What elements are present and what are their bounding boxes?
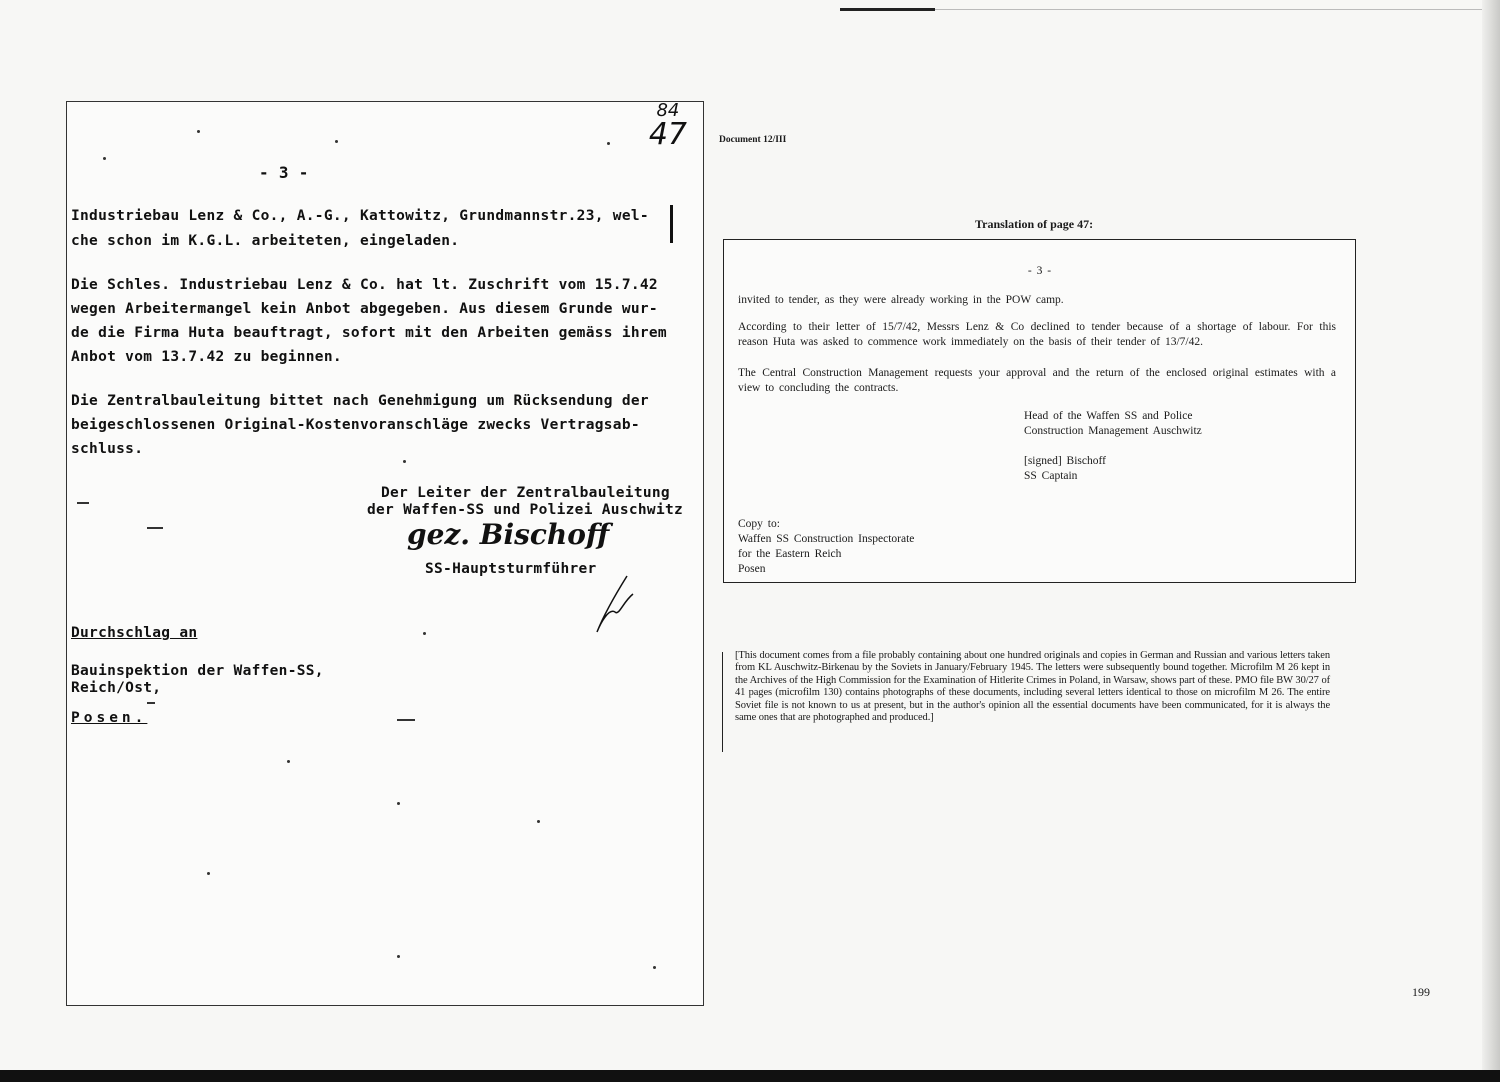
scan-line: schluss. bbox=[71, 441, 144, 457]
scan-line: wegen Arbeitermangel kein Anbot abgegeben. Aus diesem Grunde wur- bbox=[71, 301, 658, 317]
scan-line: Bauinspektion der Waffen-SS, bbox=[71, 663, 324, 679]
scan-page-marker: - 3 - bbox=[259, 163, 309, 182]
page-edge-shadow bbox=[1482, 0, 1500, 1082]
scan-speck bbox=[403, 460, 406, 463]
top-rule bbox=[840, 8, 935, 11]
copy-line: Waffen SS Construction Inspectorate bbox=[738, 533, 915, 545]
scanned-original-document bbox=[66, 101, 704, 1006]
scan-speck bbox=[335, 140, 338, 143]
bottom-band bbox=[0, 1070, 1500, 1082]
scan-speck bbox=[207, 872, 210, 875]
folio-main: 47 bbox=[648, 117, 687, 152]
scan-line: Die Zentralbauleitung bittet nach Genehmigung um Rücksendung der bbox=[71, 393, 649, 409]
scan-copy-heading: Durchschlag an bbox=[71, 625, 198, 641]
copy-line: Copy to: bbox=[738, 518, 780, 530]
note-margin-bar bbox=[722, 652, 723, 752]
scan-speck bbox=[423, 632, 426, 635]
scan-line: Industriebau Lenz & Co., A.-G., Kattowitz, Grundmannstr.23, wel- bbox=[71, 208, 649, 224]
signature-line: Head of the Waffen SS and Police bbox=[1024, 410, 1193, 422]
copy-to-block bbox=[738, 517, 914, 577]
signature-line: [signed] Bischoff bbox=[1024, 455, 1106, 467]
translation-paragraph-2: According to their letter of 15/7/42, Messrs Lenz & Co declined to tender because of a shortage of labour. For this reason Huta was asked to commence work immediately on the basis of their tender of 13/7/42. bbox=[738, 321, 1336, 348]
scan-line: Die Schles. Industriebau Lenz & Co. hat lt. Zuschrift vom 15.7.42 bbox=[71, 277, 658, 293]
copy-line: Posen bbox=[738, 563, 766, 575]
scan-speck bbox=[607, 142, 610, 145]
signature-line: SS Captain bbox=[1024, 470, 1078, 482]
scan-line: de die Firma Huta beauftragt, sofort mit den Arbeiten gemäss ihrem bbox=[71, 325, 667, 341]
translation-title: Translation of page 47: bbox=[975, 217, 1094, 231]
scan-speck bbox=[397, 955, 400, 958]
scan-speck bbox=[653, 966, 656, 969]
document-number: Document 12/III bbox=[719, 135, 787, 145]
folio-top: 84 bbox=[656, 100, 680, 121]
scan-dash bbox=[77, 502, 89, 504]
scan-speck bbox=[397, 802, 400, 805]
scan-speck bbox=[103, 157, 106, 160]
scan-speck bbox=[197, 130, 200, 133]
scan-line: Reich/Ost, bbox=[71, 680, 162, 696]
scan-line: beigeschlossenen Original-Kostenvoranschläge zwecks Vertragsab- bbox=[71, 417, 640, 433]
scan-rank-line: SS-Hauptsturmführer bbox=[425, 561, 597, 577]
handwritten-signature: gez. Bischoff bbox=[407, 518, 610, 551]
scan-dash bbox=[147, 702, 155, 704]
editorial-note: [This document comes from a file probably containing about one hundred originals and copies in German and Russian and various letters taken from KL Auschwitz-Birkenau by the Soviets in January/February 1945. The letters were subsequently bound together. Microfilm M 26 kept in the Archives of the High Commission for the Examination of Hitlerite Crimes in Poland, in Warsaw, shows part of these. PMO file BW 30/27 of 41 pages (microfilm 130) contains photographs of these documents, including several letters identical to those on microfilm M 26. The entire Soviet file is not known to us at present, but in the author's opinion all the essential documents have been communicated, for it is always the same ones that are photographed and produced.] bbox=[735, 650, 1330, 724]
scan-speck bbox=[537, 820, 540, 823]
translation-box bbox=[723, 239, 1356, 583]
translation-paragraph-3: The Central Construction Management requests your approval and the return of the enclosed original estimates with a view to concluding the contracts. bbox=[738, 367, 1336, 394]
signature-line: Construction Management Auschwitz bbox=[1024, 425, 1202, 437]
scan-dash bbox=[147, 527, 163, 529]
copy-line: for the Eastern Reich bbox=[738, 548, 842, 560]
scan-sig-line: der Waffen-SS und Polizei Auschwitz bbox=[367, 502, 684, 518]
scan-dash bbox=[397, 719, 415, 721]
scan-line: Posen. bbox=[71, 710, 148, 726]
initials-mark bbox=[587, 572, 647, 642]
margin-bar bbox=[670, 205, 673, 243]
translation-page-marker: - 3 - bbox=[1027, 265, 1052, 277]
scan-speck bbox=[287, 760, 290, 763]
translation-paragraph-1: invited to tender, as they were already working in the POW camp. bbox=[738, 294, 1064, 306]
page-number: 199 bbox=[1412, 985, 1430, 999]
signature-block bbox=[1024, 409, 1202, 484]
scan-line: Anbot vom 13.7.42 zu beginnen. bbox=[71, 349, 342, 365]
top-rule-thin bbox=[935, 9, 1500, 10]
scan-sig-line: Der Leiter der Zentralbauleitung bbox=[381, 485, 670, 501]
scan-line: che schon im K.G.L. arbeiteten, eingeladen. bbox=[71, 233, 460, 249]
folio-number bbox=[649, 102, 687, 150]
